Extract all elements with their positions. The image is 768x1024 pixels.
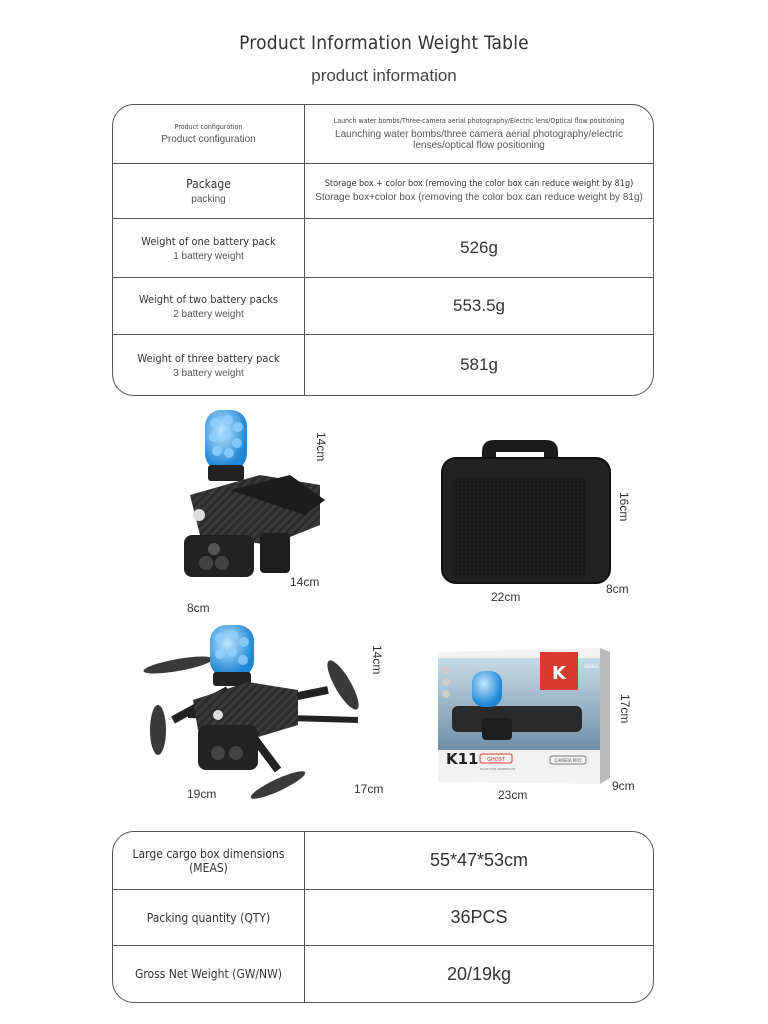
drone-open-width: 17cm [354, 782, 384, 796]
row-label: Large cargo box dimensions (MEAS) [132, 846, 285, 875]
drone-folded-height: 14cm [314, 432, 328, 462]
row-value: 553.5g [453, 296, 505, 315]
row-label: Weight of three battery pack [137, 351, 280, 365]
retail-box-image [432, 646, 617, 786]
row-value-sub: Launching water bombs/three camera aerial photography/electric lenses/optical flow positioning [335, 129, 623, 151]
row-sublabel: 2 battery weight [173, 308, 244, 320]
table-row [113, 946, 653, 1002]
row-label: Weight of two battery packs [138, 292, 279, 306]
row-label: Package [186, 177, 231, 191]
drone-folded-length: 14cm [290, 575, 320, 589]
row-value: Storage box + color box (removing the color box can reduce weight by 81g) [324, 179, 634, 189]
row-sublabel: 1 battery weight [173, 250, 244, 262]
box-length: 23cm [498, 788, 528, 802]
row-sublabel: packing [191, 194, 226, 205]
table-row [113, 164, 653, 219]
row-value: 526g [460, 238, 498, 257]
box-model-badge: GHOST [487, 757, 505, 763]
case-height: 16cm [617, 492, 631, 522]
box-camera-badge: CAMERA PRO [554, 758, 582, 763]
box-series-text: SERIES [584, 664, 599, 669]
box-depth: 9cm [612, 779, 635, 793]
case-depth: 8cm [606, 582, 629, 596]
row-value: Launch water bombs/Three-camera aerial photography/Electric lens/Optical flow positioning [333, 117, 625, 125]
drone-open-height: 14cm [370, 645, 384, 675]
row-sublabel: 3 battery weight [173, 367, 244, 379]
page-subtitle: product information [311, 66, 457, 85]
row-label: Packing quantity (QTY) [146, 910, 271, 925]
row-value: 55*47*53cm [429, 850, 529, 870]
table-row [113, 219, 653, 278]
row-value: 20/19kg [446, 963, 512, 984]
box-tagline: MADE FOR ADVENTURE [480, 767, 516, 771]
box-height: 17cm [618, 694, 632, 724]
row-label: Product configuration [174, 123, 243, 131]
box-logo-text: K [552, 663, 566, 684]
row-value: 36PCS [450, 907, 508, 927]
row-label: Gross Net Weight (GW/NW) [134, 967, 283, 981]
box-brand-text: K11 [446, 750, 479, 768]
table-row [113, 890, 653, 946]
page-title: Product Information Weight Table [239, 32, 529, 54]
row-label: Weight of one battery pack [141, 234, 276, 248]
row-sublabel: Product configuration [161, 134, 256, 145]
row-value: 581g [460, 355, 498, 374]
drone-open-length: 19cm [187, 787, 217, 801]
case-length: 22cm [491, 590, 521, 604]
storage-case-image [432, 438, 614, 588]
table-row [113, 278, 653, 335]
shipping-info-table [112, 831, 654, 1003]
row-value-sub: Storage box+color box (removing the color box can reduce weight by 81g) [315, 192, 643, 203]
table-row [113, 105, 653, 164]
product-info-table [112, 104, 654, 396]
table-row [113, 335, 653, 395]
table-row [113, 832, 653, 890]
drone-folded-width: 8cm [187, 601, 210, 615]
drone-open-image [128, 620, 383, 805]
